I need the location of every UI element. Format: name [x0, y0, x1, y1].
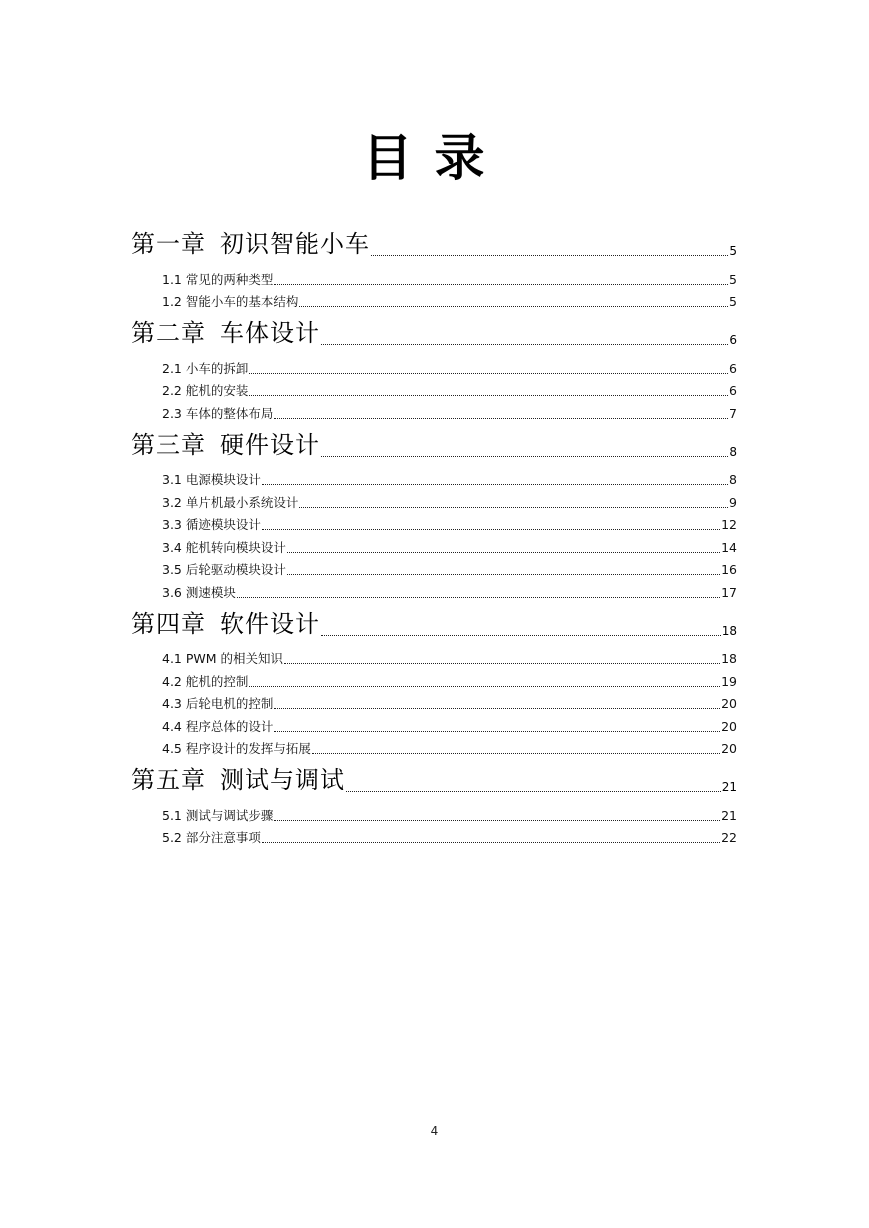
toc-page-number: 6 — [729, 333, 737, 347]
toc-section-entry[interactable] — [131, 378, 737, 401]
toc-section-entry[interactable] — [131, 467, 737, 490]
toc-page-number: 18 — [721, 651, 737, 666]
toc-section-entry[interactable] — [131, 668, 737, 691]
toc-section-entry[interactable] — [131, 646, 737, 669]
dot-leader — [249, 686, 720, 687]
toc-page-number: 19 — [721, 673, 737, 689]
toc-section-entry[interactable] — [131, 534, 737, 557]
dot-leader — [237, 597, 720, 598]
toc-section-label: 4.5 程序设计的发挥与拓展 — [162, 741, 311, 756]
toc-section-label: 2.2 舵机的安装 — [162, 383, 249, 398]
dot-leader — [274, 820, 720, 821]
dot-leader — [274, 708, 720, 709]
dot-leader — [312, 753, 720, 754]
dot-leader — [321, 635, 721, 636]
toc-page-number: 14 — [721, 539, 737, 555]
toc-page-number: 20 — [721, 696, 737, 711]
toc-page-number: 20 — [721, 741, 737, 756]
toc-page-number: 21 — [721, 807, 737, 823]
toc-page-number: 12 — [721, 517, 737, 532]
toc-section-entry[interactable] — [131, 802, 737, 825]
toc-page-number: 8 — [729, 472, 737, 487]
toc-page-number: 5 — [729, 271, 737, 287]
dot-leader — [287, 552, 720, 553]
toc-section-entry[interactable] — [131, 489, 737, 512]
toc-section-label: 3.3 循迹模块设计 — [162, 517, 261, 532]
toc-section-label: 4.1 PWM 的相关知识 — [162, 651, 284, 666]
dot-leader — [321, 344, 728, 345]
toc-page-number: 17 — [721, 584, 737, 600]
toc-chapter-entry[interactable] — [131, 311, 737, 348]
toc-section-label: 1.2 智能小车的基本结构 — [162, 294, 299, 309]
toc-chapter-number: 第二章 — [131, 319, 206, 347]
toc-section-entry[interactable] — [131, 355, 737, 378]
dot-leader — [321, 456, 728, 457]
dot-leader — [299, 306, 728, 307]
toc-page-number: 7 — [729, 405, 737, 421]
toc-section-label: 2.1 小车的拆卸 — [162, 360, 249, 376]
toc-section-label: 5.1 测试与调试步骤 — [162, 807, 274, 823]
toc-chapter-number: 第四章 — [131, 609, 206, 638]
toc-chapter-number: 第一章 — [131, 230, 206, 258]
toc-chapter-title: 软件设计 — [220, 609, 320, 638]
toc-section-label: 4.3 后轮电机的控制 — [162, 696, 274, 711]
toc-chapter-heading — [131, 609, 320, 639]
toc-chapter-title: 测试与调试 — [220, 766, 345, 794]
toc-section-label: 3.2 单片机最小系统设计 — [162, 494, 299, 510]
toc-section-label: 1.1 常见的两种类型 — [162, 271, 274, 287]
page-title: 目录 — [362, 128, 507, 187]
dot-leader — [262, 842, 720, 843]
toc-section-label: 3.4 舵机转向模块设计 — [162, 539, 286, 555]
toc-page-number: 6 — [729, 383, 737, 398]
dot-leader — [346, 791, 721, 792]
page-number: 4 — [430, 1124, 439, 1138]
toc-section-entry[interactable] — [131, 289, 737, 312]
toc-page-number: 22 — [721, 830, 737, 845]
toc-section-label: 4.4 程序总体的设计 — [162, 718, 274, 734]
toc-chapter-entry[interactable] — [131, 758, 737, 795]
dot-leader — [249, 395, 728, 396]
dot-leader — [274, 284, 728, 285]
toc-section-entry[interactable] — [131, 713, 737, 736]
toc-section-entry[interactable] — [131, 266, 737, 289]
toc-section-entry[interactable] — [131, 825, 737, 848]
toc-chapter-heading — [131, 318, 320, 348]
toc-section-label: 3.1 电源模块设计 — [162, 472, 261, 487]
toc-section-entry[interactable] — [131, 512, 737, 535]
toc-section-entry[interactable] — [131, 736, 737, 759]
toc-chapter-entry[interactable] — [131, 602, 737, 639]
toc-section-label: 3.6 测速模块 — [162, 584, 236, 600]
toc-chapter-heading — [131, 765, 345, 795]
dot-leader — [249, 373, 728, 374]
toc-section-label: 2.3 车体的整体布局 — [162, 405, 274, 421]
toc-chapter-title: 硬件设计 — [220, 430, 320, 459]
toc-page-number: 18 — [721, 623, 737, 638]
toc-chapter-number: 第五章 — [131, 766, 206, 794]
toc-chapter-entry[interactable] — [131, 423, 737, 460]
table-of-contents — [131, 222, 737, 847]
toc-page-number: 5 — [729, 244, 737, 258]
dot-leader — [262, 529, 720, 530]
dot-leader — [284, 663, 720, 664]
toc-section-entry[interactable] — [131, 691, 737, 714]
toc-page-number: 21 — [721, 780, 737, 794]
toc-chapter-title: 车体设计 — [220, 319, 320, 347]
toc-page-number: 8 — [729, 444, 737, 459]
dot-leader — [274, 731, 720, 732]
toc-chapter-heading — [131, 229, 370, 259]
toc-section-label: 5.2 部分注意事项 — [162, 830, 261, 845]
toc-page-number: 20 — [721, 718, 737, 734]
toc-section-entry[interactable] — [131, 400, 737, 423]
dot-leader — [299, 507, 728, 508]
toc-section-label: 4.2 舵机的控制 — [162, 673, 249, 689]
toc-page-number: 6 — [729, 360, 737, 376]
toc-chapter-entry[interactable] — [131, 222, 737, 259]
toc-page-number: 5 — [729, 294, 737, 309]
dot-leader — [274, 418, 728, 419]
dot-leader — [262, 484, 728, 485]
dot-leader — [371, 255, 728, 256]
toc-chapter-heading — [131, 430, 320, 460]
toc-chapter-number: 第三章 — [131, 430, 206, 459]
toc-chapter-title: 初识智能小车 — [220, 230, 370, 258]
toc-page-number: 16 — [721, 562, 737, 577]
toc-section-entry[interactable] — [131, 579, 737, 602]
toc-page-number: 9 — [729, 494, 737, 510]
dot-leader — [287, 574, 720, 575]
toc-section-entry[interactable] — [131, 557, 737, 580]
toc-section-label: 3.5 后轮驱动模块设计 — [162, 562, 286, 577]
